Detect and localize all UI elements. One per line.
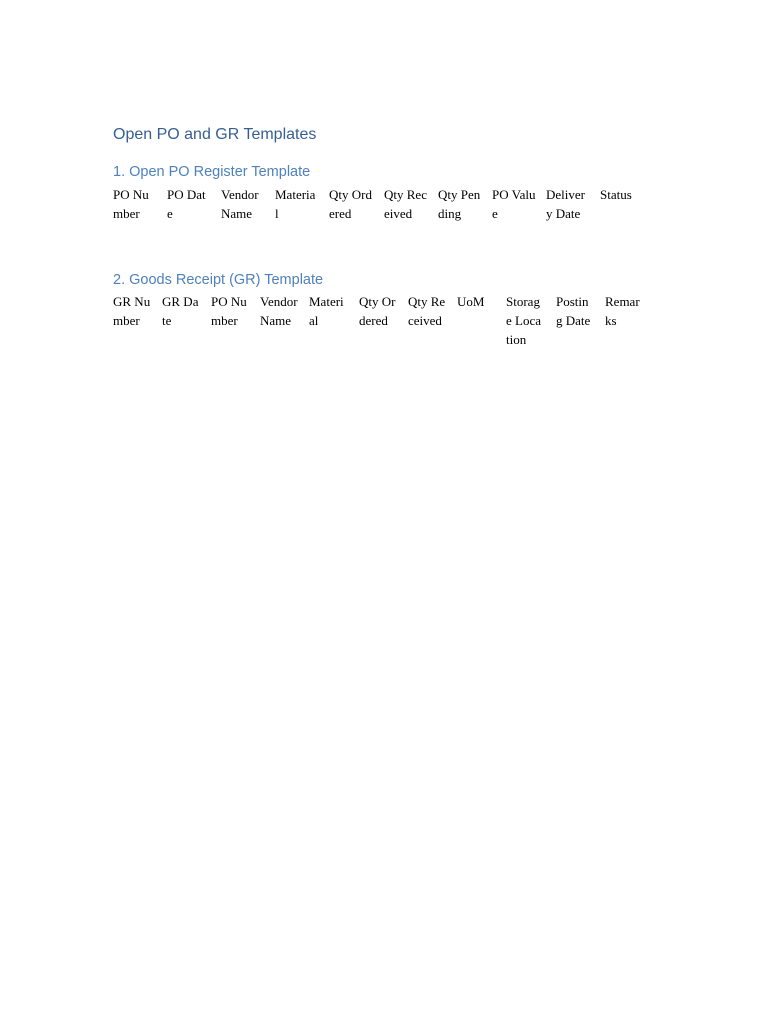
column-header-material: Material xyxy=(309,294,344,328)
column-header-delivery-date: Delivery Date xyxy=(546,187,585,221)
goods-receipt-header-row xyxy=(113,292,659,372)
column-header-remarks: Remarks xyxy=(605,294,640,328)
column-header-po-date: PO Date xyxy=(167,187,206,221)
document-title: Open PO and GR Templates xyxy=(113,126,317,143)
column-header-qty-received: Qty Received xyxy=(384,187,427,221)
column-header-uom: UoM xyxy=(457,294,485,309)
column-header-posting-date: Posting Date xyxy=(556,294,591,328)
column-header-gr-date: GR Date xyxy=(162,294,199,328)
column-header-po-number: PO Number xyxy=(211,294,247,328)
column-header-po-number: PO Number xyxy=(113,187,149,221)
column-header-vendor-name: Vendor Name xyxy=(260,294,298,328)
open-po-header-row xyxy=(113,185,659,245)
column-header-status: Status xyxy=(600,187,632,202)
section-heading-goods-receipt: 2. Goods Receipt (GR) Template xyxy=(113,272,324,288)
column-header-qty-ordered: Qty Ordered xyxy=(329,187,372,221)
column-header-qty-received: Qty Received xyxy=(408,294,446,328)
column-header-qty-ordered: Qty Ordered xyxy=(359,294,396,328)
column-header-storage-location: Storage Location xyxy=(506,294,542,347)
column-header-vendor-name: Vendor Name xyxy=(221,187,259,221)
section-heading-open-po: 1. Open PO Register Template xyxy=(113,164,311,180)
column-header-gr-number: GR Number xyxy=(113,294,151,328)
column-header-po-value: PO Value xyxy=(492,187,536,221)
column-header-material: Material xyxy=(275,187,316,221)
column-header-qty-pending: Qty Pending xyxy=(438,187,481,221)
